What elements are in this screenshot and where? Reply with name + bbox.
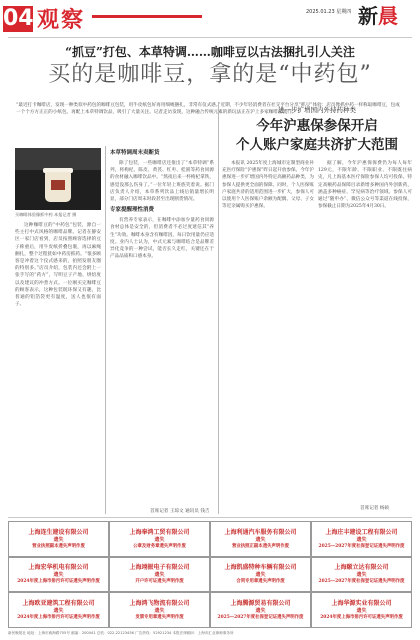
ad-tag: 遗失: [53, 536, 64, 543]
side-article-column-a: [222, 160, 314, 506]
classified-ad: [311, 521, 412, 557]
ad-tag: 遗失: [255, 607, 266, 614]
ad-company-name: 上海翊振电子有限公司: [129, 564, 190, 572]
ad-company-name: 上海利通汽车服务有限公司: [224, 528, 297, 536]
side-article-title: [222, 117, 412, 155]
cup-label: [51, 180, 65, 190]
ads-rule: [8, 517, 412, 518]
ad-notice-text: 营业执照正副本遗失声明作废: [231, 543, 290, 549]
classified-ad: [210, 521, 311, 557]
ad-tag: 遗失: [356, 572, 367, 579]
ad-notice-text: 合同专用章遗失声明作废: [236, 579, 285, 585]
article-photo: [15, 148, 101, 210]
side-article-kicker: 进一步扩增国内外持药种类: [278, 106, 356, 114]
classified-ad: [8, 592, 109, 628]
column-divider: [105, 146, 106, 514]
ad-company-name: 上海庄丰建设工程有限公司: [325, 528, 398, 536]
side-article-byline: 首席记者 杨硕: [360, 506, 390, 511]
ad-company-name: 上海凯盛特种车辆有限公司: [224, 564, 297, 572]
ad-company-name: 上海鸿飞物流有限公司: [129, 599, 190, 607]
article-mid-text-b: 有营养专家表示，在咖啡中添加少量药食同源食材总体是安全的，但消费者不必过度迷信其“养生”功效。咖啡本身含有咖啡因，每日饮用量仍应适度。业内人士认为，中式元素与咖啡结合是品牌差异化竞争的一种尝试，能否长久走红，关键还在于产品品质和口感本身。: [110, 218, 214, 260]
ad-notice-text: 发票专用章遗失声明作废: [135, 614, 184, 620]
article-mid-column: [110, 146, 214, 506]
ad-notice-text: 公章及财务章遗失声明作废: [133, 543, 186, 549]
logo-char-black: 新: [358, 4, 378, 28]
article-headline: 买的是咖啡豆，拿的是“中药包”: [48, 62, 372, 87]
newspaper-logo: [358, 4, 398, 28]
side-article-column-b: [318, 160, 412, 498]
ad-tag: 遗失: [154, 572, 165, 579]
page-header: [0, 0, 420, 36]
ad-company-name: 上海华源实业有限公司: [331, 599, 392, 607]
classified-ads: [8, 521, 412, 628]
ad-tag: 遗失: [255, 536, 266, 543]
ad-company-name: 上海奉鸿工贸有限公司: [129, 528, 190, 536]
classified-ad: [109, 521, 210, 557]
side-title-line-2: 个人账户家庭共济扩大范围: [236, 137, 398, 153]
ad-tag: 遗失: [154, 607, 165, 614]
photo-caption: 买咖啡体验像抓中药 本报记者 摄: [15, 212, 77, 217]
article-mid-text-a: 除了包装，一些咖啡店还推出了“本草特调”系列，将枸杞、陈皮、黄芪、红枣、桂圆等药食同源的食材融入咖啡饮品中。“熬夜后来一杯枸杞拿铁，感觉没那么伤身了。”一位年轻上班族笑着说。据门店负责人介绍，本草系列饮品上线后销量增长明显，部分门店周末时段甚至出现断货情况。: [110, 161, 214, 203]
ad-notice-text: 2025—2027年度社保登记证遗失声明作废: [318, 579, 405, 585]
side-article-text-a: 本报讯 2025年度上海城市定制型商业补充医疗保险“沪惠保”昨日起开放参保。今年沪惠保进一步扩增国内外特定高额药品种类，为参保人提供更全面的保障。同时，个人医保账户家庭共济的适用范围进一步扩大，参保人可以使用个人医保账户余额为配偶、父母、子女等近亲属购买沪惠保。: [222, 161, 314, 210]
ad-notice-text: 2025—2027年度社保登记证遗失声明作废: [318, 543, 405, 549]
classified-ad: [210, 557, 311, 593]
classified-ad: [8, 521, 109, 557]
ad-tag: 遗失: [356, 536, 367, 543]
logo-char-red: 晨: [378, 4, 398, 28]
article-subhead-1: 本草特调周末卖断货: [110, 150, 160, 156]
ad-company-name: 上海腾源贸易有限公司: [230, 599, 291, 607]
issue-date: 2025.01.23 星期四: [306, 9, 352, 15]
ad-company-name: 上海颐立达有限公司: [334, 564, 389, 572]
ad-company-name: 上海欧亚建筑工程有限公司: [22, 599, 95, 607]
page-footer: 新民晚报社 地址：上海市威海路755号 邮编：200041 总机：022-22123456 广告热线：52921234 本报法律顾问：上海市汇业律师事务所: [8, 631, 234, 635]
ad-notice-text: 2024年度上海市排污许可证遗失声明作废: [17, 614, 100, 620]
header-rule: [8, 37, 412, 38]
side-article-text-b: 据了解，今年沪惠保保费仍为每人每年129元，不限年龄、不限职业、不限既往病史，凡上海基本医疗保险参保人均可投保。特定高额药品保障目录新增多种国内外创新药，涵盖多种癌症、罕见病等治疗领域。参保人可通过“随申办”、微信公众号等渠道在线投保，参保截止日期为2025年4月30日。: [318, 161, 412, 210]
ad-tag: 遗失: [53, 572, 64, 579]
article-kicker: “抓豆”打包、本草特调……咖啡豆以古法捆扎引人关注: [65, 45, 355, 59]
ad-notice-text: 开户许可证遗失声明作废: [135, 579, 184, 585]
article-left-text: 这种咖啡豆的“中药包”包装，源自一些主打中式风格的咖啡品牌。记者在静安区一家门店看到，店员按照顾客选择的豆子称重后，用牛皮纸折叠包裹，再以麻绳捆扎，整个过程犹如中药房抓药。“很多顾客是冲着这个仪式感来的，拍照发朋友圈的特别多。”店员介绍，包装内还会附上一张手写的“药方”，写明豆子产地、烘焙度以及建议的冲煮方式。一位刚买完咖啡豆的顾客表示，这种包装既环保又有趣，比普通的铝箔袋更有温度，送人也很有面子。: [15, 223, 101, 308]
classified-ad: [109, 557, 210, 593]
ad-notice-text: 2024年度上海市排污许可证遗失声明作废: [320, 614, 403, 620]
ad-company-name: 上海连生建设有限公司: [28, 528, 89, 536]
ad-notice-text: 2024年度上海市排污许可证遗失声明作废: [17, 579, 100, 585]
article-left-column: [15, 222, 101, 514]
ad-company-name: 上海宏华机电有限公司: [28, 564, 89, 572]
section-name: 观察: [37, 7, 86, 33]
section-number: 04: [3, 6, 34, 31]
classified-ad: [109, 592, 210, 628]
section-divider-vertical: [218, 102, 219, 514]
ad-tag: 遗失: [154, 536, 165, 543]
classified-ad: [210, 592, 311, 628]
side-title-line-1: 今年沪惠保参保开启: [256, 118, 378, 134]
article-byline: 首席记者 王琼文 通讯员 钱吉: [150, 509, 210, 514]
ad-notice-text: 2025—2027年度社保登记证遗失声明作废: [217, 614, 304, 620]
ad-tag: 遗失: [255, 572, 266, 579]
ad-notice-text: 营业执照副本遗失声明作废: [32, 543, 85, 549]
classified-ad: [311, 592, 412, 628]
classified-ad: [8, 557, 109, 593]
section-divider: [92, 15, 202, 18]
ad-tag: 遗失: [53, 607, 64, 614]
ad-tag: 遗失: [356, 607, 367, 614]
article-lead: “最近打卡咖啡店，发现一种类似中药包的咖啡豆包装，用牛皮纸包好再用细绳捆扎，非常有仪式感。”近期，不少年轻消费者在社交平台分享“抓豆”体验：店员像抓中药一样称取咖啡豆，包成一个个方方正正的小纸包，再配上本草特调饮品，吸引了大量关注。记者走访发现，这种融合传统元素的新玩法正在沪上多家咖啡店流行。: [16, 103, 400, 115]
article-subhead-2: 专家提醒理性消费: [110, 207, 155, 214]
classified-ad: [311, 557, 412, 593]
